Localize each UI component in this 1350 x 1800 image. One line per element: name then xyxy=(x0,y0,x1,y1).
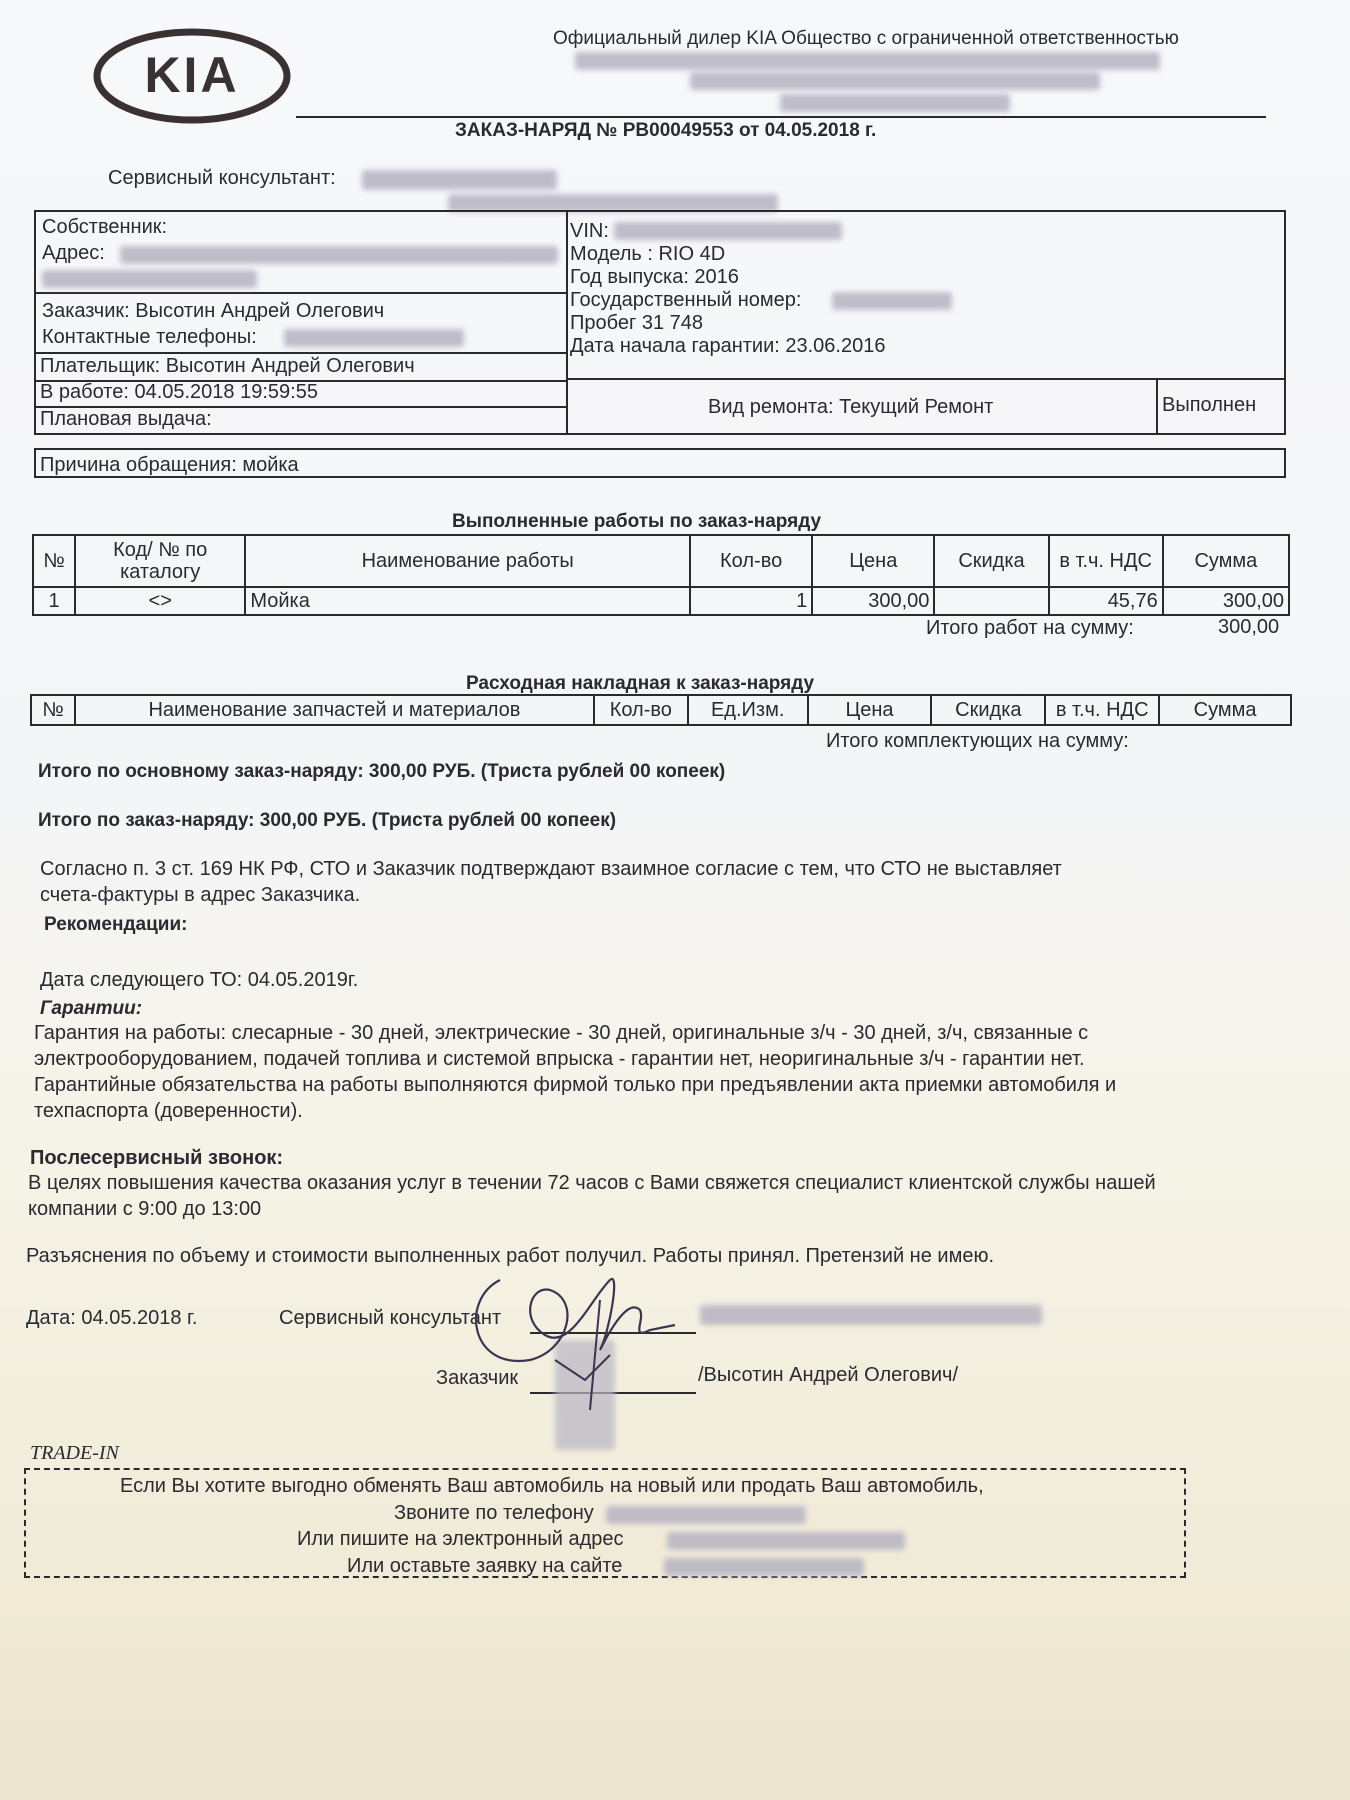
parts-header-row xyxy=(31,695,1291,725)
redacted-dealer-address-2 xyxy=(690,72,1100,90)
parts-total-label: Итого комплектующих на сумму: xyxy=(826,730,1129,752)
redacted-consultant-signature-name xyxy=(700,1305,1042,1325)
works-col-name: Наименование работы xyxy=(245,535,690,587)
repair-status-divider xyxy=(1156,378,1158,435)
works-col-number: № xyxy=(33,535,75,587)
tax-note-line-2: счета-фактуры в адрес Заказчика. xyxy=(40,884,361,906)
works-header-row xyxy=(33,535,1289,587)
guarantees-line-1: Гарантия на работы: слесарные - 30 дней, электрические - 30 дней, оригинальные з/ч - 30 дней, з/ч, связанные с xyxy=(34,1022,1089,1044)
parts-col-discount: Скидка xyxy=(931,695,1045,725)
parts-col-qty: Кол-во xyxy=(594,695,688,725)
logo-text: KIA xyxy=(144,47,240,103)
in-work-date: В работе: 04.05.2018 19:59:55 xyxy=(40,381,318,403)
guarantees-line-3: Гарантийные обязательства на работы выполняются фирмой только при предъявлении акта приемки автомобиля и xyxy=(34,1074,1117,1096)
works-total-label: Итого работ на сумму: xyxy=(926,617,1134,639)
redacted-consultant-name xyxy=(362,170,557,190)
plate-label: Государственный номер: xyxy=(570,289,802,311)
signature-scribble xyxy=(460,1240,720,1420)
guarantees-label: Гарантии: xyxy=(40,998,143,1019)
guarantees-text xyxy=(34,1020,1116,1124)
payer-name: Плательщик: Высотин Андрей Олегович xyxy=(40,355,415,377)
works-cell-name: Мойка xyxy=(245,587,690,615)
after-call-line-1: В целях повышения качества оказания услуг в течении 72 часов с Вами свяжется специалист клиентской службы нашей xyxy=(28,1172,1156,1194)
works-title: Выполненные работы по заказ-наряду xyxy=(452,511,822,532)
trade-in-line-4: Или оставьте заявку на сайте xyxy=(347,1555,623,1577)
customer-signature-name: /Высотин Андрей Олегович/ xyxy=(698,1364,959,1386)
tax-note-line-1: Согласно п. 3 ст. 169 НК РФ, СТО и Заказчик подтверждают взаимное согласие с тем, что СТО не выставляет xyxy=(40,858,1062,880)
order-title: ЗАКАЗ-НАРЯД № PB00049553 от 04.05.2018 г. xyxy=(455,120,877,141)
customer-signature-label: Заказчик xyxy=(436,1367,519,1389)
address-label: Адрес: xyxy=(42,242,105,264)
parts-col-vat: в т.ч. НДС xyxy=(1045,695,1159,725)
consultant-signature-label: Сервисный консультант xyxy=(279,1307,502,1329)
works-cell-code: <> xyxy=(75,587,245,615)
works-total-value: 300,00 xyxy=(1218,616,1280,638)
main-order-total: Итого по основному заказ-наряду: 300,00 РУБ. (Триста рублей 00 копеек) xyxy=(38,761,726,782)
guarantees-line-2: электрооборудованием, подачей топлива и системой впрыска - гарантии нет, неоригинальные з/ч - гарантии нет. xyxy=(34,1048,1085,1070)
works-col-discount: Скидка xyxy=(934,535,1048,587)
after-call-label: Послесервисный звонок: xyxy=(30,1147,284,1169)
redacted-trade-in-email xyxy=(667,1532,905,1550)
parts-col-number: № xyxy=(31,695,75,725)
vehicle-repair-rule xyxy=(566,378,1286,380)
trade-in-label: TRADE-IN xyxy=(30,1442,119,1464)
vin-label: VIN: xyxy=(570,220,609,242)
redacted-trade-in-phone xyxy=(606,1506,806,1524)
header-rule xyxy=(296,116,1266,118)
visit-reason: Причина обращения: мойка xyxy=(40,454,299,476)
signature-date: Дата: 04.05.2018 г. xyxy=(26,1307,198,1329)
works-cell-discount xyxy=(934,587,1048,615)
works-col-vat: в т.ч. НДС xyxy=(1049,535,1163,587)
parts-table xyxy=(30,694,1292,726)
works-cell-qty: 1 xyxy=(690,587,812,615)
customer-name: Заказчик: Высотин Андрей Олегович xyxy=(42,300,385,322)
trade-in-line-1: Если Вы хотите выгодно обменять Ваш автомобиль на новый или продать Ваш автомобиль, xyxy=(120,1475,984,1497)
vehicle-mileage: Пробег 31 748 xyxy=(570,312,703,334)
works-cell-sum: 300,00 xyxy=(1163,587,1289,615)
redacted-vin xyxy=(614,222,842,240)
works-table xyxy=(32,534,1290,616)
trade-in-line-2: Звоните по телефону xyxy=(394,1502,594,1524)
owner-label: Собственник: xyxy=(42,216,168,238)
repair-status: Выполнен xyxy=(1162,394,1257,416)
works-col-code: Код/ № по каталогу xyxy=(75,535,245,587)
planned-issue: Плановая выдача: xyxy=(40,408,212,430)
parts-col-sum: Сумма xyxy=(1159,695,1291,725)
acceptance-statement: Разъяснения по объему и стоимости выполненных работ получил. Работы принял. Претензий не имею. xyxy=(26,1245,995,1267)
warranty-start: Дата начала гарантии: 23.06.2016 xyxy=(570,335,886,357)
repair-type: Вид ремонта: Текущий Ремонт xyxy=(708,396,994,418)
redacted-trade-in-site xyxy=(664,1558,864,1576)
next-service-date: Дата следующего ТО: 04.05.2019г. xyxy=(40,969,359,991)
parts-col-price: Цена xyxy=(808,695,932,725)
recommendations-label: Рекомендации: xyxy=(44,914,188,935)
works-col-sum: Сумма xyxy=(1163,535,1289,587)
redacted-dealer-address-3 xyxy=(780,94,1010,112)
parts-title: Расходная накладная к заказ-наряду xyxy=(466,673,815,694)
phones-label: Контактные телефоны: xyxy=(42,326,257,348)
vehicle-year: Год выпуска: 2016 xyxy=(570,266,739,288)
parts-col-unit: Ед.Изм. xyxy=(688,695,808,725)
trade-in-line-3: Или пишите на электронный адрес xyxy=(297,1528,624,1550)
dealer-line: Официальный дилер KIA Общество с ограниченной ответственностью xyxy=(553,28,1179,49)
redacted-owner-address-1 xyxy=(120,246,558,264)
vehicle-model: Модель : RIO 4D xyxy=(570,243,726,265)
works-col-price: Цена xyxy=(812,535,934,587)
redacted-owner-address-2 xyxy=(42,270,257,288)
after-call-text xyxy=(28,1170,1156,1222)
works-cell-price: 300,00 xyxy=(812,587,934,615)
works-cell-number: 1 xyxy=(33,587,75,615)
parts-col-name: Наименование запчастей и материалов xyxy=(75,695,594,725)
order-total: Итого по заказ-наряду: 300,00 РУБ. (Триста рублей 00 копеек) xyxy=(38,810,617,831)
owner-address-rule xyxy=(34,292,566,294)
redacted-plate xyxy=(832,292,952,310)
works-col-qty: Кол-во xyxy=(690,535,812,587)
owner-phones-rule xyxy=(34,352,566,354)
guarantees-line-4: техпаспорта (доверенности). xyxy=(34,1100,303,1122)
kia-logo xyxy=(92,26,292,126)
redacted-dealer-address-1 xyxy=(575,52,1160,70)
table-row xyxy=(33,587,1289,615)
owner-vehicle-divider xyxy=(566,210,568,435)
works-cell-vat: 45,76 xyxy=(1049,587,1163,615)
consultant-label: Сервисный консультант: xyxy=(108,167,336,189)
kia-logo-graphic xyxy=(92,26,292,126)
redacted-phones xyxy=(284,329,464,347)
after-call-line-2: компании с 9:00 до 13:00 xyxy=(28,1198,262,1220)
